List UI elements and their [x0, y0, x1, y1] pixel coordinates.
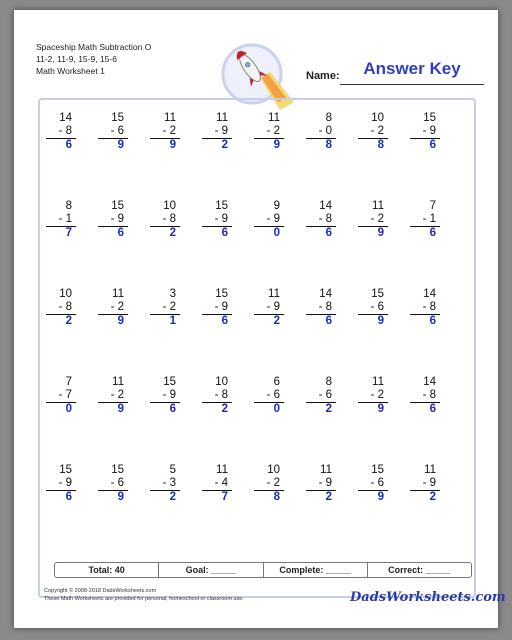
- answer: 9: [169, 139, 176, 151]
- minuend: 11: [320, 464, 332, 476]
- minuend: 15: [163, 376, 176, 388]
- minuend: 11: [268, 288, 280, 300]
- subtrahend: - 2: [370, 389, 384, 401]
- subtrahend: - 6: [318, 389, 332, 401]
- subtrahend: - 2: [370, 213, 384, 225]
- minuend: 11: [164, 112, 176, 124]
- subtrahend: - 3: [162, 477, 176, 489]
- answer: 9: [117, 491, 124, 503]
- subtrahend: - 9: [162, 389, 176, 401]
- answer: 2: [325, 491, 332, 503]
- answer: 2: [169, 491, 176, 503]
- problem: [38, 376, 78, 416]
- answer: 6: [429, 315, 436, 327]
- problem: [38, 112, 78, 152]
- minuend: 15: [371, 464, 384, 476]
- subtrahend: - 8: [58, 301, 72, 313]
- correct-cell: Correct: _____: [388, 565, 451, 575]
- problem: [402, 288, 442, 328]
- minuend: 11: [424, 464, 436, 476]
- usage-line: These Math Worksheets are provided for personal, homeschool or classroom use.: [44, 596, 244, 602]
- subtrahend: - 2: [162, 125, 176, 137]
- answer: 9: [377, 403, 384, 415]
- answer: 6: [65, 139, 72, 151]
- answer: 6: [429, 403, 436, 415]
- problem: [194, 288, 234, 328]
- problem: [194, 200, 234, 240]
- problem: [142, 288, 182, 328]
- worksheet-subtitle: Math Worksheet 1: [36, 66, 105, 76]
- problem: [246, 376, 286, 416]
- minuend: 14: [319, 200, 332, 212]
- problem: [246, 200, 286, 240]
- minuend: 15: [215, 200, 228, 212]
- subtrahend: - 6: [110, 477, 124, 489]
- answer: 6: [221, 227, 228, 239]
- minuend: 15: [423, 112, 436, 124]
- problem: [38, 464, 78, 504]
- subtrahend: - 9: [422, 125, 436, 137]
- problem: [350, 464, 390, 504]
- problem: [142, 464, 182, 504]
- problem: [90, 288, 130, 328]
- total-cell: Total: 40: [55, 563, 159, 577]
- problem: [194, 112, 234, 152]
- subtrahend: - 7: [58, 389, 72, 401]
- subtrahend: - 1: [58, 213, 72, 225]
- answer: 6: [65, 491, 72, 503]
- problem: [246, 288, 286, 328]
- subtrahend: - 9: [214, 213, 228, 225]
- problem: [298, 464, 338, 504]
- answer: 9: [117, 403, 124, 415]
- answer: 2: [325, 403, 332, 415]
- minuend: 11: [216, 464, 228, 476]
- minuend: 10: [59, 288, 72, 300]
- minuend: 8: [65, 200, 72, 212]
- minuend: 15: [215, 288, 228, 300]
- answer: 2: [273, 315, 280, 327]
- answer: 0: [273, 227, 280, 239]
- minuend: 15: [59, 464, 72, 476]
- answer: 8: [273, 491, 280, 503]
- answer: 2: [169, 227, 176, 239]
- minuend: 10: [371, 112, 384, 124]
- subtrahend: - 2: [162, 301, 176, 313]
- problem: [298, 200, 338, 240]
- answer: 2: [221, 139, 228, 151]
- subtrahend: - 9: [58, 477, 72, 489]
- minuend: 15: [371, 288, 384, 300]
- answer: 6: [429, 139, 436, 151]
- problem: [194, 376, 234, 416]
- complete-cell: Complete: _____: [264, 563, 368, 577]
- name-line: [340, 84, 484, 85]
- problem: [350, 200, 390, 240]
- minuend: 11: [216, 112, 228, 124]
- minuend: 11: [268, 112, 280, 124]
- problem: [90, 464, 130, 504]
- minuend: 11: [112, 288, 124, 300]
- subtrahend: - 0: [318, 125, 332, 137]
- problem: [298, 376, 338, 416]
- subtrahend: - 6: [110, 125, 124, 137]
- problem: [298, 112, 338, 152]
- subtrahend: - 8: [422, 389, 436, 401]
- answer: 6: [325, 227, 332, 239]
- subtrahend: - 9: [422, 477, 436, 489]
- answer: 9: [377, 227, 384, 239]
- answer: 7: [221, 491, 228, 503]
- problem: [142, 112, 182, 152]
- score-bar: [54, 562, 472, 578]
- subtrahend: - 8: [318, 213, 332, 225]
- problem: [402, 200, 442, 240]
- subtrahend: - 8: [422, 301, 436, 313]
- problem: [350, 288, 390, 328]
- minuend: 9: [273, 200, 280, 212]
- subtrahend: - 9: [266, 213, 280, 225]
- name-label: Name:: [306, 70, 340, 82]
- subtrahend: - 2: [110, 301, 124, 313]
- minuend: 15: [111, 464, 124, 476]
- answer: 9: [273, 139, 280, 151]
- subtrahend: - 8: [214, 389, 228, 401]
- problem: [350, 112, 390, 152]
- minuend: 11: [112, 376, 124, 388]
- problem: [350, 376, 390, 416]
- minuend: 14: [319, 288, 332, 300]
- minuend: 10: [267, 464, 280, 476]
- problem: [142, 200, 182, 240]
- answer: 1: [169, 315, 176, 327]
- minuend: 7: [65, 376, 72, 388]
- problem: [38, 200, 78, 240]
- worksheet-title: Spaceship Math Subtraction O: [36, 42, 152, 52]
- problem-board: [38, 98, 476, 598]
- subtrahend: - 6: [266, 389, 280, 401]
- problem: [298, 288, 338, 328]
- problem: [142, 376, 182, 416]
- problem: [194, 464, 234, 504]
- answer: 0: [273, 403, 280, 415]
- problem: [90, 112, 130, 152]
- subtrahend: - 2: [110, 389, 124, 401]
- problem: [402, 464, 442, 504]
- answer: 6: [221, 315, 228, 327]
- copyright-line: Copyright © 2008-2018 DadsWorksheets.com: [44, 588, 157, 594]
- subtrahend: - 2: [266, 125, 280, 137]
- subtrahend: - 2: [370, 125, 384, 137]
- answer: 9: [117, 315, 124, 327]
- subtrahend: - 9: [214, 301, 228, 313]
- minuend: 3: [169, 288, 176, 300]
- minuend: 6: [273, 376, 280, 388]
- answer: 6: [169, 403, 176, 415]
- problem: [90, 200, 130, 240]
- subtrahend: - 9: [110, 213, 124, 225]
- problem: [402, 376, 442, 416]
- minuend: 10: [163, 200, 176, 212]
- answer: 2: [221, 403, 228, 415]
- subtrahend: - 6: [370, 477, 384, 489]
- subtrahend: - 8: [58, 125, 72, 137]
- minuend: 8: [325, 112, 332, 124]
- minuend: 10: [215, 376, 228, 388]
- goal-cell: Goal: _____: [159, 563, 263, 577]
- subtrahend: - 8: [162, 213, 176, 225]
- answer: 8: [325, 139, 332, 151]
- minuend: 14: [59, 112, 72, 124]
- answer: 9: [117, 139, 124, 151]
- answer-key-heading: Answer Key: [363, 59, 461, 78]
- brand-logo: DadsWorksheets.com: [350, 590, 506, 605]
- subtrahend: - 9: [318, 477, 332, 489]
- answer: 6: [117, 227, 124, 239]
- minuend: 11: [372, 200, 384, 212]
- minuend: 14: [423, 288, 436, 300]
- answer: 2: [429, 491, 436, 503]
- problem: [38, 288, 78, 328]
- answer: 2: [65, 315, 72, 327]
- subtrahend: - 6: [370, 301, 384, 313]
- problem: [402, 112, 442, 152]
- minuend: 11: [372, 376, 384, 388]
- minuend: 15: [111, 112, 124, 124]
- answer: 6: [429, 227, 436, 239]
- subtrahend: - 1: [422, 213, 436, 225]
- problem: [246, 464, 286, 504]
- subtrahend: - 9: [214, 125, 228, 137]
- answer: 9: [377, 491, 384, 503]
- worksheet-facts: 11-2, 11-9, 15-9, 15-6: [36, 54, 117, 64]
- worksheet-page: [14, 10, 506, 628]
- problem: [90, 376, 130, 416]
- minuend: 15: [111, 200, 124, 212]
- subtrahend: - 2: [266, 477, 280, 489]
- answer: 0: [65, 403, 72, 415]
- subtrahend: - 8: [318, 301, 332, 313]
- minuend: 14: [423, 376, 436, 388]
- answer: 6: [325, 315, 332, 327]
- minuend: 8: [325, 376, 332, 388]
- subtrahend: - 4: [214, 477, 228, 489]
- answer: 7: [65, 227, 72, 239]
- answer: 9: [377, 315, 384, 327]
- problem: [246, 112, 286, 152]
- minuend: 7: [429, 200, 436, 212]
- answer: 8: [377, 139, 384, 151]
- subtrahend: - 9: [266, 301, 280, 313]
- minuend: 5: [169, 464, 176, 476]
